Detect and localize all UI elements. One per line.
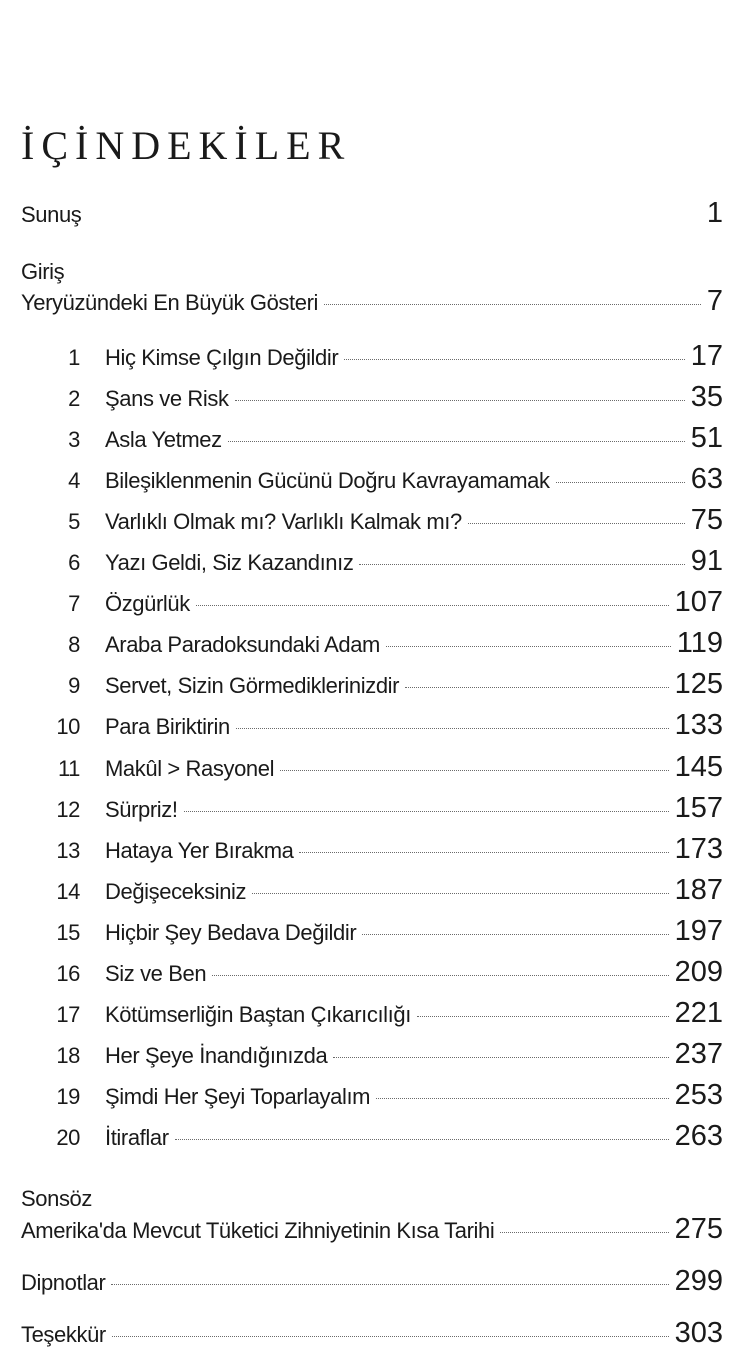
page-title: İÇİNDEKİLER [21,123,352,168]
dot-leader [376,1098,668,1099]
entry-page: 17 [690,340,723,372]
toc-entry-chapter-8[interactable] [48,628,723,660]
toc-entry-endnotes[interactable] [21,1266,723,1298]
dot-leader [344,359,684,360]
toc-entry-chapter-6[interactable] [48,546,723,578]
entry-page: 173 [674,833,723,865]
toc-entry-acknowledgements[interactable] [21,1318,723,1350]
entry-label: Teşekkür [21,1322,106,1347]
chapter-number: 2 [68,386,80,411]
entry-page: 125 [674,668,723,700]
entry-page: 221 [674,997,723,1029]
toc-entry-chapter-19[interactable] [48,1080,723,1112]
chapter-number: 15 [56,920,80,945]
entry-label: Servet, Sizin Görmediklerinizdir [105,673,400,698]
entry-page: 119 [676,627,723,659]
entry-label: Hiçbir Şey Bedava Değildir [105,920,357,945]
entry-label: Makûl > Rasyonel [105,756,275,781]
chapter-number: 6 [68,550,80,575]
entry-page: 91 [690,545,723,577]
toc-entry-chapter-2[interactable] [48,382,723,414]
toc-entry-chapter-11[interactable] [48,752,723,784]
chapter-number: 11 [57,756,80,781]
entry-label: Varlıklı Olmak mı? Varlıklı Kalmak mı? [105,509,462,534]
entry-page: 7 [706,285,723,317]
toc-entry-chapter-3[interactable] [48,423,723,455]
entry-label: Kötümserliğin Baştan Çıkarıcılığı [105,1002,411,1027]
dot-leader [299,852,668,853]
toc-entry-chapter-18[interactable] [48,1039,723,1071]
dot-leader [112,1336,669,1337]
dot-leader [235,400,685,401]
entry-page: 157 [674,792,723,824]
dot-leader [324,304,701,305]
toc-entry-chapter-10[interactable] [48,710,723,742]
toc-entry-chapter-13[interactable] [48,834,723,866]
entry-page: 133 [674,709,723,741]
dot-leader [362,934,668,935]
entry-label: Yeryüzündeki En Büyük Gösteri [21,290,318,315]
chapter-number: 9 [68,673,80,698]
chapter-number: 10 [56,714,80,739]
chapter-number: 16 [56,961,80,986]
chapter-number: 14 [56,879,80,904]
chapter-number: 17 [56,1002,80,1027]
entry-page: 75 [690,504,723,536]
entry-label: Şimdi Her Şeyi Toparlayalım [105,1084,371,1109]
toc-entry-chapter-4[interactable] [48,464,723,496]
toc-entry-chapter-17[interactable] [48,998,723,1030]
dot-leader [333,1057,668,1058]
toc-entry-chapter-7[interactable] [48,587,723,619]
entry-label: İtiraflar [105,1125,169,1150]
entry-page: 197 [674,915,723,947]
entry-page: 51 [690,422,723,454]
chapter-number: 18 [56,1043,80,1068]
entry-page: 253 [674,1079,723,1111]
entry-label: Sürpriz! [105,797,178,822]
dot-leader [500,1232,668,1233]
toc-entry-chapter-5[interactable] [48,505,723,537]
entry-label: Özgürlük [105,591,190,616]
entry-label: Para Biriktirin [105,714,230,739]
entry-page: 35 [690,381,723,413]
entry-label: Siz ve Ben [105,961,207,986]
entry-label: Hataya Yer Bırakma [105,838,294,863]
chapter-number: 4 [68,468,80,493]
entry-label: Hiç Kimse Çılgın Değildir [105,345,339,370]
entry-label: Her Şeye İnandığınızda [105,1043,328,1068]
entry-label: Asla Yetmez [105,427,222,452]
toc-entry-preface[interactable] [21,198,723,230]
chapter-number: 19 [56,1084,80,1109]
chapter-number: 12 [56,797,80,822]
chapter-number: 5 [68,509,80,534]
entry-page: 107 [674,586,723,618]
entry-label: Bileşiklenmenin Gücünü Doğru Kavrayamamak [105,468,550,493]
entry-label: Şans ve Risk [105,386,229,411]
toc-entry-chapter-15[interactable] [48,916,723,948]
toc-entry-chapter-20[interactable] [48,1121,723,1153]
entry-label: Değişeceksiniz [105,879,247,904]
chapter-number: 7 [68,591,80,616]
dot-leader [252,893,668,894]
dot-leader [196,605,669,606]
epilogue-heading: Sonsöz [21,1186,92,1211]
dot-leader [175,1139,669,1140]
toc-entry-epilogue[interactable] [21,1214,723,1246]
dot-leader [417,1016,669,1017]
entry-page: 187 [674,874,723,906]
dot-leader [405,687,669,688]
dot-leader [184,811,669,812]
entry-label: Dipnotlar [21,1270,106,1295]
dot-leader [236,728,669,729]
toc-entry-chapter-16[interactable] [48,957,723,989]
dot-leader [386,646,671,647]
chapter-number: 20 [56,1125,80,1150]
chapter-number: 13 [56,838,80,863]
entry-page: 275 [674,1213,723,1245]
chapter-number: 8 [68,632,80,657]
toc-entry-chapter-14[interactable] [48,875,723,907]
dot-leader [212,975,668,976]
dot-leader [556,482,685,483]
entry-page: 209 [674,956,723,988]
toc-entry-chapter-9[interactable] [48,669,723,701]
toc-entry-intro[interactable] [21,286,723,318]
chapter-number: 3 [68,427,80,452]
entry-label: Sunuş [21,202,82,227]
entry-page: 263 [674,1120,723,1152]
toc-entry-chapter-12[interactable] [48,793,723,825]
dot-leader [228,441,685,442]
intro-heading: Giriş [21,259,65,284]
entry-page: 237 [674,1038,723,1070]
entry-page: 63 [690,463,723,495]
entry-label: Araba Paradoksundaki Adam [105,632,380,657]
entry-page: 145 [674,751,723,783]
entry-page: 303 [674,1317,723,1349]
entry-page: 1 [706,197,723,229]
entry-page: 299 [674,1265,723,1297]
dot-leader [111,1284,668,1285]
dot-leader [468,523,685,524]
dot-leader [280,770,669,771]
toc-entry-chapter-1[interactable] [48,341,723,373]
dot-leader [359,564,684,565]
entry-label: Amerika'da Mevcut Tüketici Zihniyetinin Kısa Tarihi [21,1218,495,1243]
chapter-number: 1 [68,345,80,370]
entry-label: Yazı Geldi, Siz Kazandınız [105,550,354,575]
